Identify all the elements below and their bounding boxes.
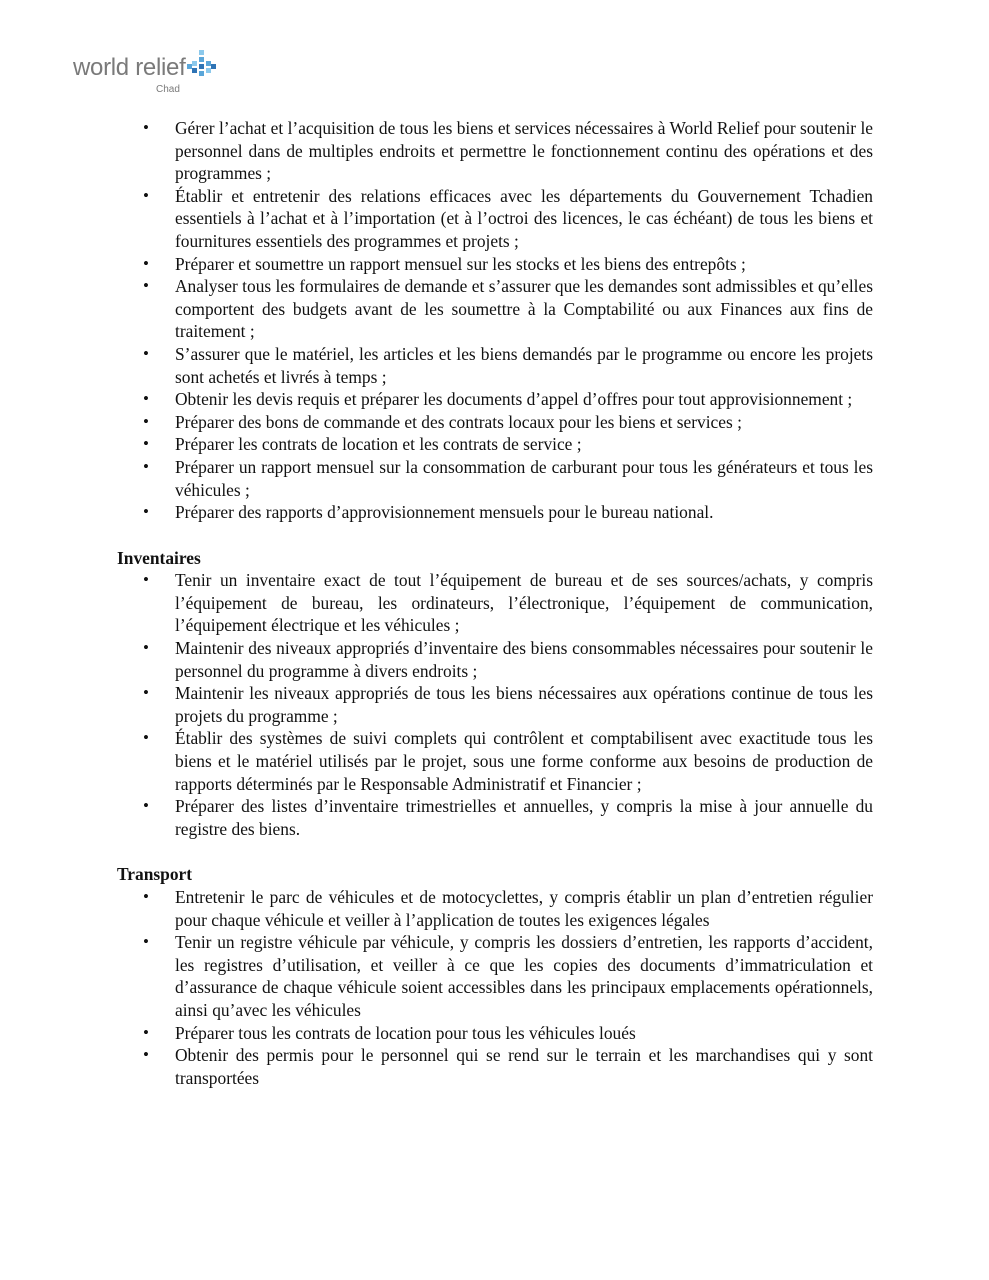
world-relief-cross-icon — [187, 48, 217, 82]
list-item: • Préparer les contrats de location et les contrats de service ; — [175, 433, 873, 456]
transport-list — [117, 886, 873, 1089]
list-item: • Établir et entretenir des relations efficaces avec les départements du Gouvernement Tchadien essentiels à l’achat et à l’importation (et à l’octroi des licences, le cas échéant) de tous les biens et fournitures essentiels des programmes et projets ; — [175, 185, 873, 253]
list-item: • Obtenir des permis pour le personnel qui se rend sur le terrain et les marchandises qui y sont transportées — [175, 1044, 873, 1089]
list-item: • Tenir un registre véhicule par véhicule, y compris les dossiers d’entretien, les rapports d’accident, les registres d’utilisation, et veiller à ce que les copies des documents d’immatriculation et d’assurance de chaque véhicule soient accessibles dans les principaux emplacements opérationnels, ainsi qu’avec les véhicules — [175, 931, 873, 1021]
list-item: • Établir des systèmes de suivi complets qui contrôlent et comptabilisent avec exactitude tous les biens et le matériel utilisés par le projet, sous une forme conforme aux besoins de production de rapports déterminés par le Responsable Administratif et Financier ; — [175, 727, 873, 795]
document-body — [117, 117, 873, 1089]
list-item: • Maintenir les niveaux appropriés de tous les biens nécessaires aux opérations continue de tous les projets du programme ; — [175, 682, 873, 727]
brand-name: world relief — [73, 54, 186, 81]
list-item: • Préparer tous les contrats de location pour tous les véhicules loués — [175, 1022, 873, 1045]
list-item: • Entretenir le parc de véhicules et de motocyclettes, y compris établir un plan d’entretien régulier pour chaque véhicule et veiller à l’application de toutes les exigences légales — [175, 886, 873, 931]
list-item: • S’assurer que le matériel, les articles et les biens demandés par le programme ou encore les projets sont achetés et livrés à temps ; — [175, 343, 873, 388]
list-item: • Préparer des bons de commande et des contrats locaux pour les biens et services ; — [175, 411, 873, 434]
list-item: • Tenir un inventaire exact de tout l’équipement de bureau et de ses sources/achats, y compris l’équipement de bureau, les ordinateurs, l’électronique, l’équipement de communication, l’équipement électrique et les véhicules ; — [175, 569, 873, 637]
section-heading-transport: Transport — [117, 864, 193, 885]
list-item: • Analyser tous les formulaires de demande et s’assurer que les demandes sont admissibles et qu’elles comportent des budgets avant de les soumettre à la Comptabilité ou aux Finances aux fins de traitement ; — [175, 275, 873, 343]
inventaires-list — [117, 569, 873, 840]
intro-list — [117, 117, 873, 524]
list-item: • Obtenir les devis requis et préparer les documents d’appel d’offres pour tout approvisionnement ; — [175, 388, 873, 411]
list-item: • Maintenir des niveaux appropriés d’inventaire des biens consommables nécessaires pour soutenir le personnel du programme à divers endroits ; — [175, 637, 873, 682]
list-item: • Préparer et soumettre un rapport mensuel sur les stocks et les biens des entrepôts ; — [175, 253, 873, 276]
list-item: • Préparer un rapport mensuel sur la consommation de carburant pour tous les générateurs et tous les véhicules ; — [175, 456, 873, 501]
list-item: • Préparer des rapports d’approvisionnement mensuels pour le bureau national. — [175, 501, 873, 524]
world-relief-logo — [73, 44, 233, 104]
list-item: • Préparer des listes d’inventaire trimestrielles et annuelles, y compris la mise à jour annuelle du registre des biens. — [175, 795, 873, 840]
list-item: • Gérer l’achat et l’acquisition de tous les biens et services nécessaires à World Relief pour soutenir le personnel dans de multiples endroits et permettre le fonctionnement continu des opérations et des programmes ; — [175, 117, 873, 185]
brand-country: Chad — [156, 84, 180, 95]
section-heading-inventaires: Inventaires — [117, 547, 201, 568]
